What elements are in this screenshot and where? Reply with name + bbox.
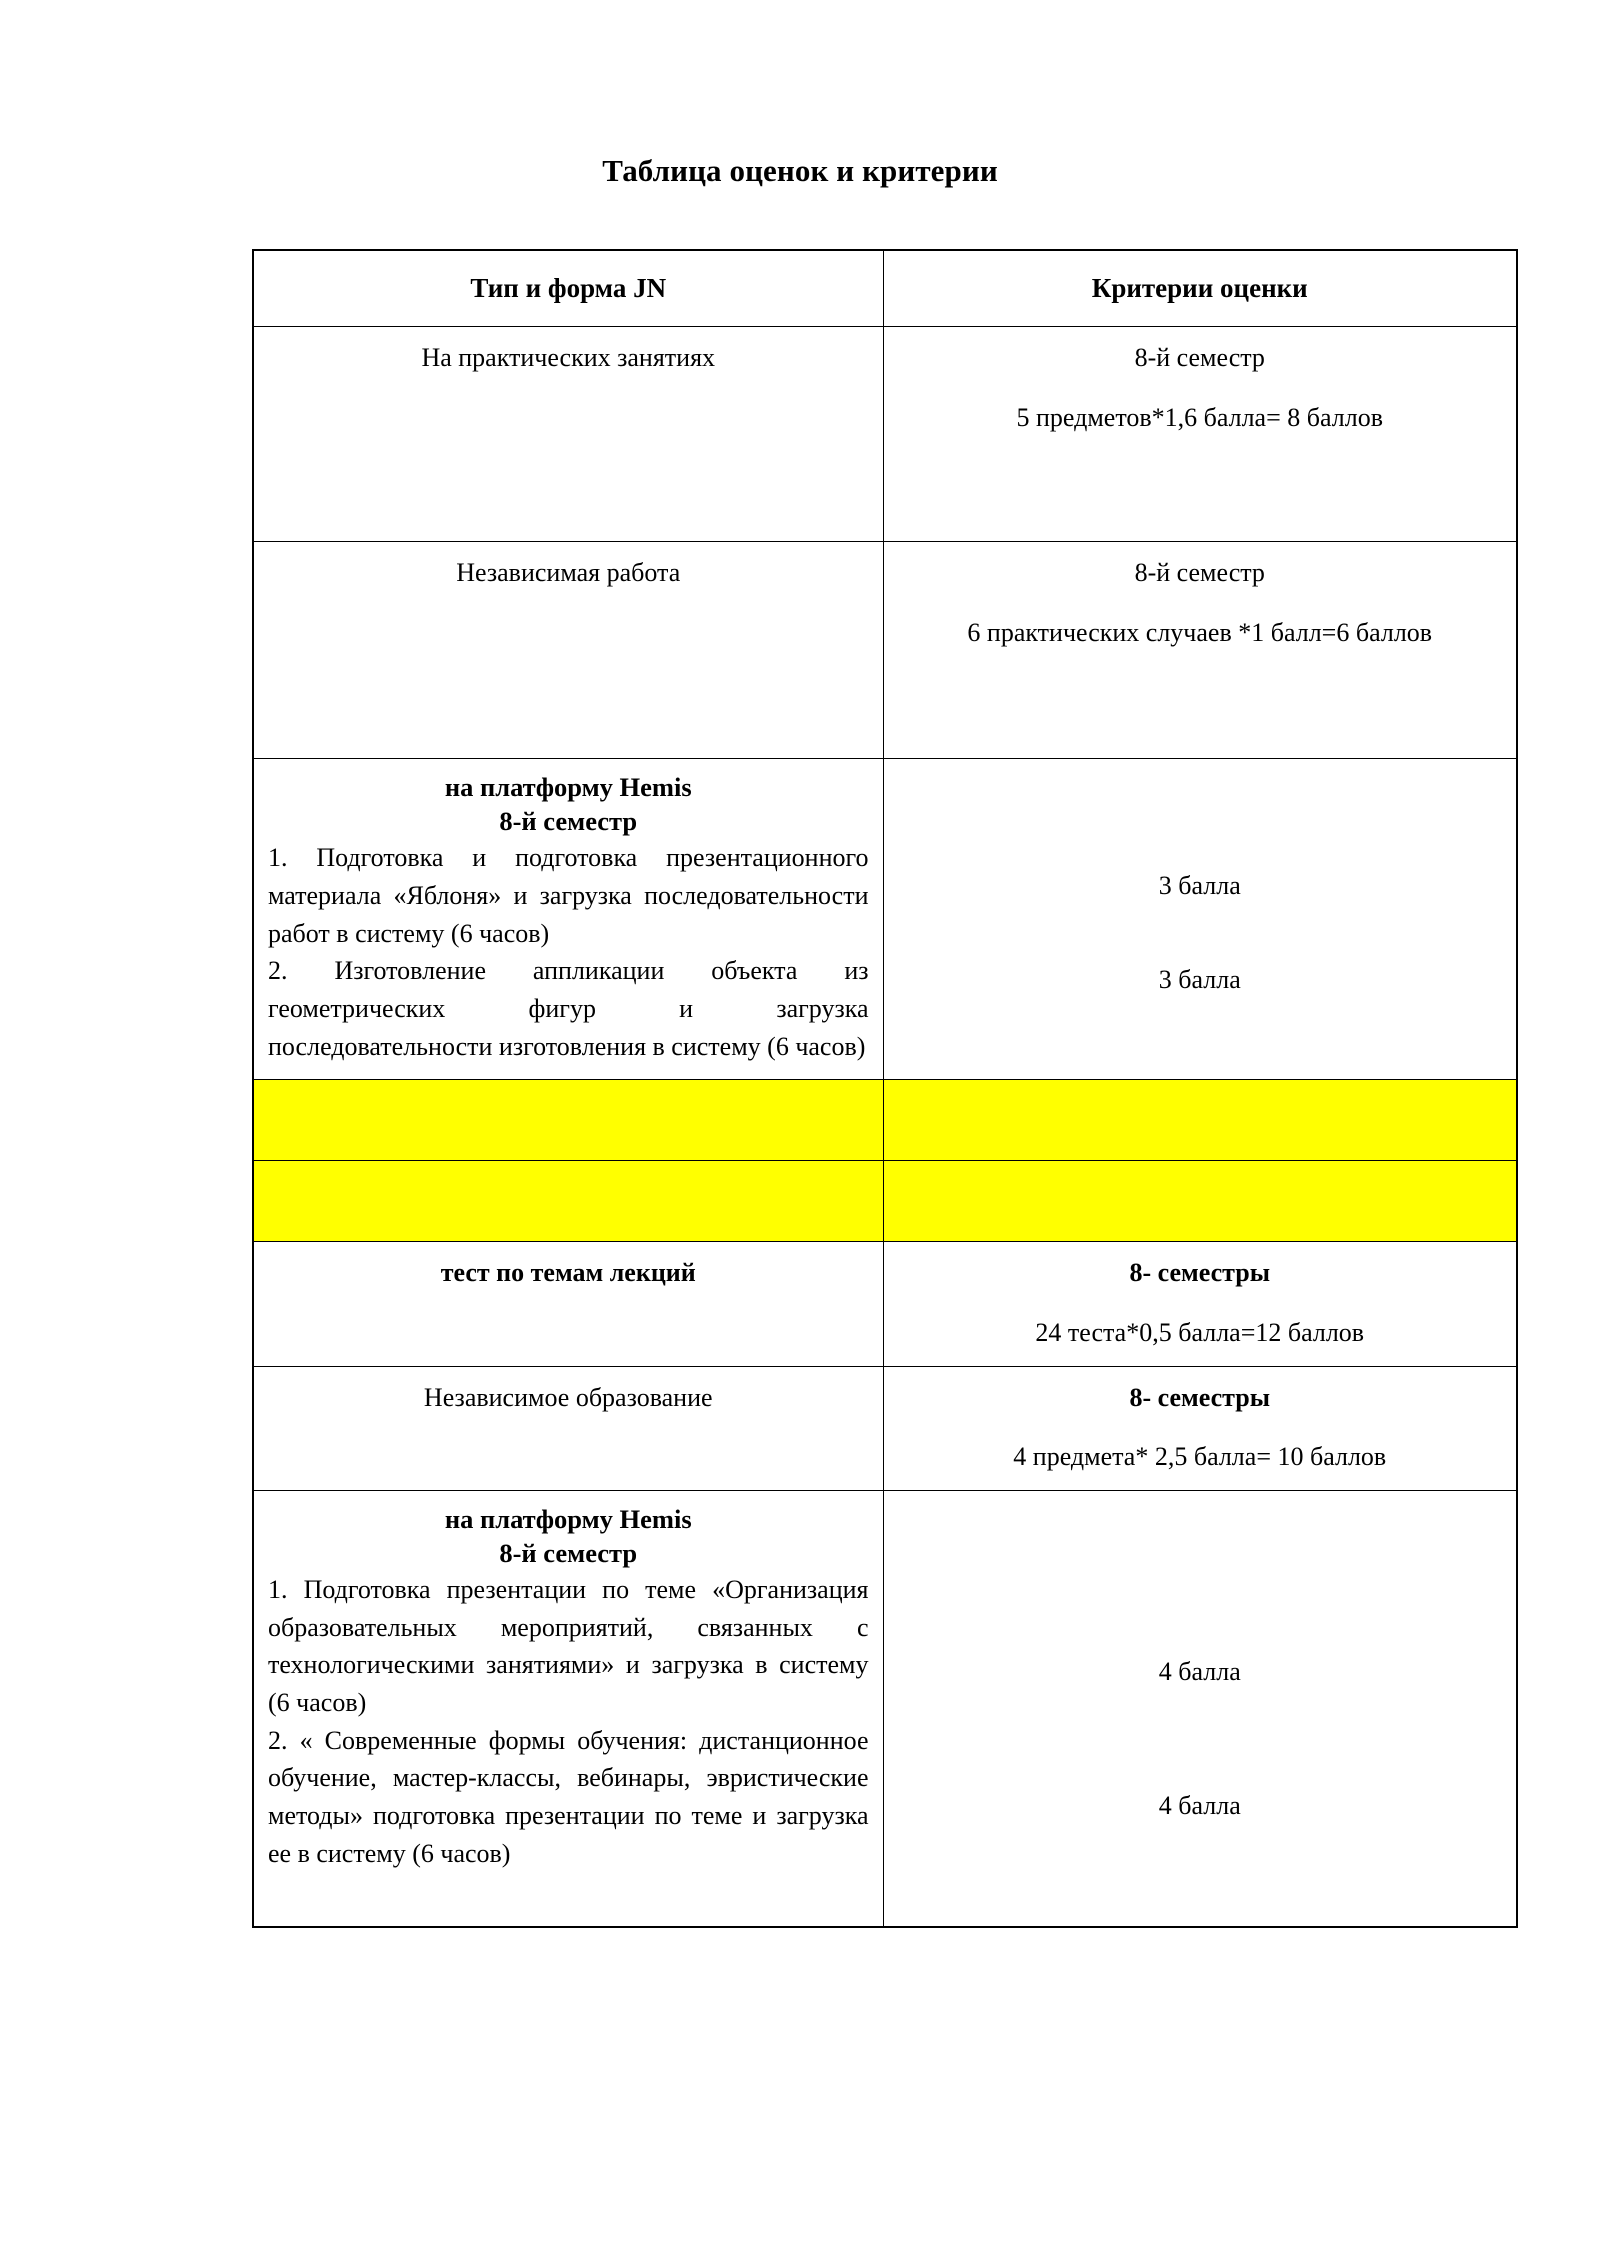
row-2-formula: 6 практических случаев *1 балл=6 баллов [967,618,1433,648]
table-row [253,1366,1517,1490]
table-row [253,1242,1517,1366]
row-7-semester-label: 8- семестры [1129,1382,1270,1412]
row-2-right-cell [883,542,1517,759]
row-7-activity-label: Независимое образование [423,1382,713,1412]
row-2-left-cell [253,542,883,759]
row-1-formula: 5 предметов*1,6 балла= 8 баллов [1016,403,1383,433]
row-8-right-cell [883,1491,1517,1928]
row-8-left-cell [253,1491,883,1928]
row-8-task-item-1: 1. Подготовка презентации по теме «Организация образовательных мероприятий, связанных с технологическими занятиями» и загрузка в систему (6 часов) [268,1574,869,1717]
table-row [253,542,1517,759]
row-8-score-1: 4 балла [1158,1657,1241,1687]
row-3-hemis-platform-heading: на платформу Hemis [444,772,692,803]
row-5-right-cell-highlight [883,1161,1517,1242]
row-8-hemis-semester-heading: 8-й семестр [499,1537,638,1568]
table-row-highlighted [253,1080,1517,1161]
row-5-right-empty [884,1161,1517,1241]
header-label-criteria: Критерии оценки [1091,273,1308,304]
row-6-right-cell [883,1242,1517,1366]
table-row [253,327,1517,542]
table-header-row [253,250,1517,327]
row-6-left-cell [253,1242,883,1366]
row-5-left-cell-highlight [253,1161,883,1242]
row-8-score-2: 4 балла [1158,1790,1241,1820]
row-8-hemis-platform-heading: на платформу Hemis [444,1504,692,1535]
table-header-cell-criteria [883,250,1517,327]
table-row-highlighted [253,1161,1517,1242]
table-header-cell-type-form [253,250,883,327]
row-8-task-item-2: 2. « Современные формы обучения: дистанционное обучение, мастер-классы, вебинары, эвристические методы» подготовка презентации по теме и загрузка ее в систему (6 часов) [268,1725,869,1868]
row-3-task-item-1: 1. Подготовка и подготовка презентационного материала «Яблоня» и загрузка последовательности работ в систему (6 часов) [268,843,869,948]
page-title: Таблица оценок и критерии [602,153,998,188]
row-3-score-2: 3 балла [1158,965,1241,995]
row-6-semester-label: 8- семестры [1129,1258,1270,1288]
header-label-type-form: Тип и форма JN [470,273,667,304]
row-7-formula: 4 предмета* 2,5 балла= 10 баллов [1013,1442,1387,1472]
row-1-right-cell [883,327,1517,542]
table-row [253,1491,1517,1928]
row-3-hemis-semester-heading: 8-й семестр [499,806,638,837]
row-3-right-cell [883,759,1517,1080]
row-6-formula: 24 теста*0,5 балла=12 баллов [1035,1317,1365,1347]
row-7-right-cell [883,1366,1517,1490]
row-2-activity-label: Независимая работа [456,558,681,588]
row-1-left-cell [253,327,883,542]
row-4-left-empty [254,1080,883,1160]
row-6-activity-label: тест по темам лекций [440,1258,696,1288]
grades-criteria-table [252,249,1518,1928]
row-3-score-1: 3 балла [1158,871,1241,901]
table-row [253,759,1517,1080]
row-2-semester-label: 8-й семестр [1134,558,1265,588]
row-4-right-cell-highlight [883,1080,1517,1161]
row-3-task-item-2: 2. Изготовление аппликации объекта из геометрических фигур и загрузка последовательности изготовления в систему (6 часов) [268,956,869,1061]
row-4-left-cell-highlight [253,1080,883,1161]
row-7-left-cell [253,1366,883,1490]
row-5-left-empty [254,1161,883,1241]
row-4-right-empty [884,1080,1517,1160]
row-3-left-cell [253,759,883,1080]
row-1-activity-label: На практических занятиях [421,343,716,373]
row-1-semester-label: 8-й семестр [1134,343,1265,373]
